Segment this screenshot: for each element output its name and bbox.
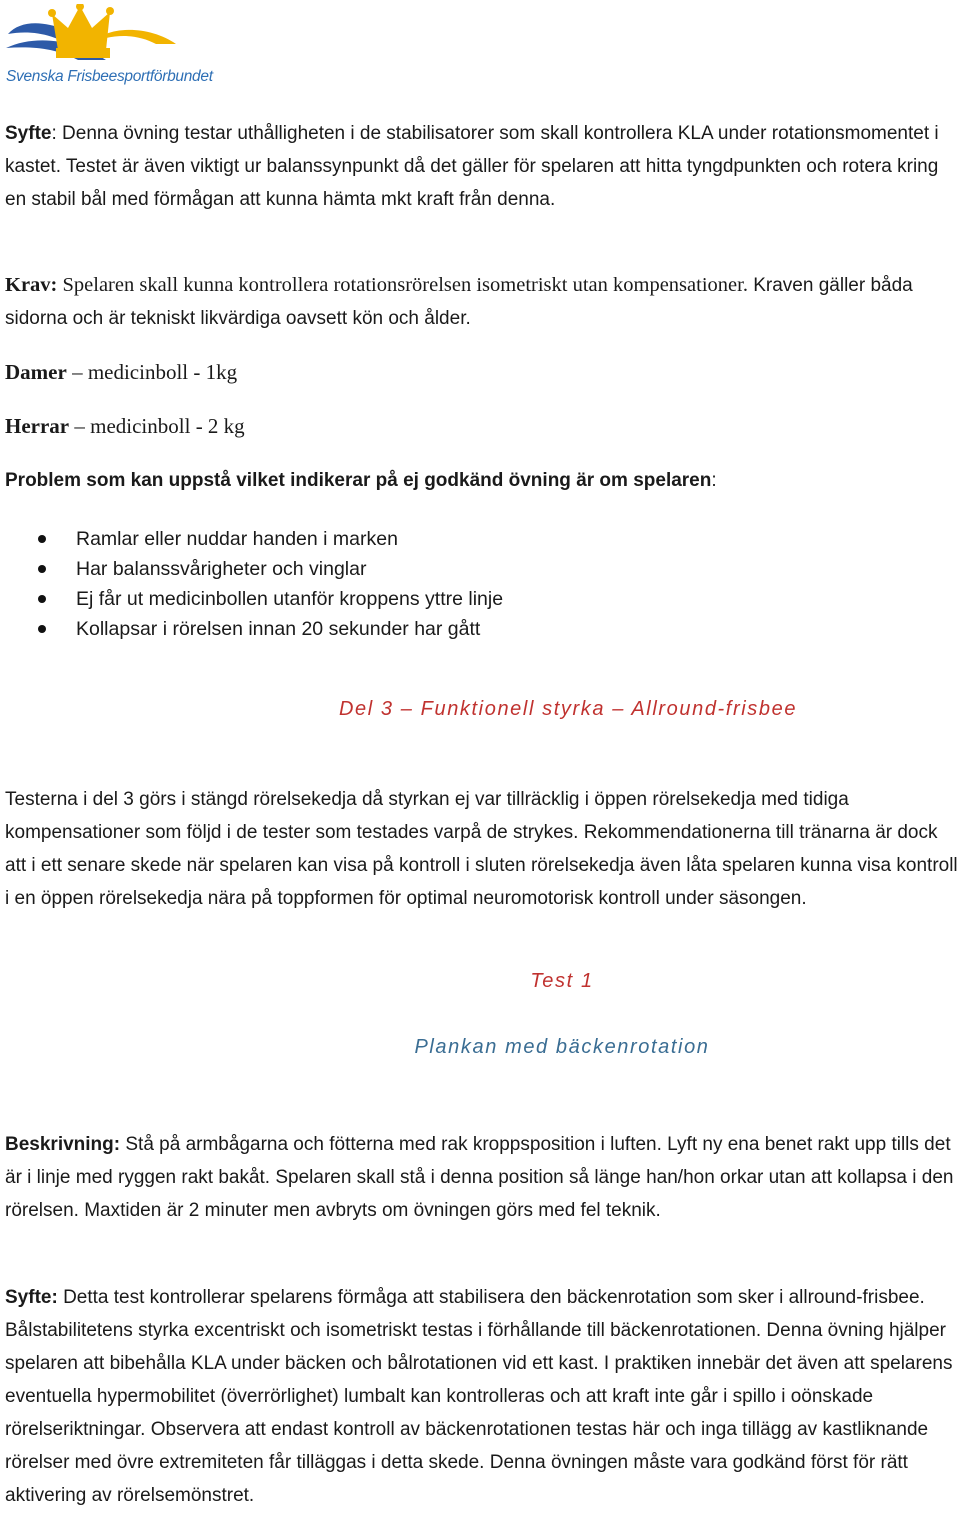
- damer-line: [5, 356, 237, 389]
- damer-label: Damer: [5, 360, 67, 384]
- beskrivning-paragraph: [5, 1128, 960, 1227]
- list-item: Kollapsar i rörelsen innan 20 sekunder har gått: [0, 614, 960, 644]
- section-heading: Del 3 – Funktionell styrka – Allround-frisbee: [338, 698, 798, 720]
- bullet-icon: [38, 535, 46, 543]
- federation-logo: [6, 4, 220, 90]
- test-number: Test 1: [530, 970, 594, 992]
- crown-logo-icon: [6, 4, 220, 74]
- list-item: Har balanssvårigheter och vinglar: [0, 554, 960, 584]
- krav-serif-text: Spelaren skall kunna kontrollera rotationsrörelsen isometriskt utan kompensationer.: [57, 274, 748, 296]
- syfte-label: Syfte: [5, 123, 52, 144]
- syfte2-paragraph: [5, 1281, 960, 1512]
- bullet-icon: [38, 595, 46, 603]
- problem-list: [0, 524, 960, 644]
- beskrivning-label: Beskrivning:: [5, 1134, 121, 1155]
- herrar-label: Herrar: [5, 414, 70, 438]
- krav-paragraph: [5, 269, 960, 335]
- bullet-icon: [38, 625, 46, 633]
- problem-label: Problem som kan uppstå vilket indikerar på ej godkänd övning är om spelaren: [5, 470, 712, 491]
- herrar-line: [5, 410, 245, 443]
- intro-paragraph: Testerna i del 3 görs i stängd rörelsekedja då styrkan ej var tillräcklig i öppen rörelsekedja med tidiga kompensationer som följd i de tester som testades varpå de strykes. Rekommendationerna till tränarna är dock att i ett senare skede när spelaren kan visa på kontroll i sluten rörelsekedja även låta spelaren kunna visa kontroll i en öppen rörelsekedja nära på toppformen för optimal neuromotorisk kontroll under säsongen.: [5, 789, 958, 909]
- damer-text: – medicinboll - 1kg: [66, 360, 238, 384]
- syfte2-text: Detta test kontrollerar spelarens förmåga att stabilisera den bäckenrotation som sker i allround-frisbee. Bålstabilitetens styrka excentriskt och isometriskt testas i förhållande till bäckenrotationen. Denna övning hjälper spelaren att bibehålla KLA under bäcken och bålrotationen vid ett kast. I praktiken innebär det även att spelarens eventuella hypermobilitet (överrörlighet) lumbalt kan kontrolleras och att kraft inte går i spillo i oönskade rörelseriktningar. Observera att endast kontroll av bäckenrotationen testas här och inga tillägg av kastliknande rörelser med övre extremiteten får tilläggas i detta skede. Denna övningen måste vara godkänd först för rätt aktivering av rörelsemönstret.: [5, 1287, 953, 1506]
- syfte-paragraph: [5, 117, 960, 216]
- problem-heading: [5, 464, 960, 497]
- test-name: Plankan med bäckenrotation: [414, 1036, 710, 1058]
- syfte-text: : Denna övning testar uthålligheten i de stabilisatorer som skall kontrollera KLA under rotationsmomentet i kastet. Testet är även viktigt ur balanssynpunkt då det gäller för spelaren att hitta tyngdpunkten och rotera kring en stabil bål med förmågan att kunna hämta mkt kraft från denna.: [5, 123, 939, 210]
- syfte2-label: Syfte:: [5, 1287, 58, 1308]
- list-item: Ramlar eller nuddar handen i marken: [0, 524, 960, 554]
- bullet-icon: [38, 565, 46, 573]
- beskrivning-text: Stå på armbågarna och fötterna med rak kroppsposition i luften. Lyft ny ena benet rakt upp tills det är i linje med ryggen rakt bakåt. Spelaren skall stå i denna position så länge han/hon orkar utan att kollapsa i den rörelsen. Maxtiden är 2 minuter men avbryts om övningen görs med fel teknik.: [5, 1134, 954, 1221]
- herrar-text: – medicinboll - 2 kg: [69, 414, 245, 438]
- problem-suffix: :: [711, 470, 717, 491]
- list-item: Ej får ut medicinbollen utanför kroppens yttre linje: [0, 584, 960, 614]
- krav-text: Kraven gäller båda sidorna och är tekniskt likvärdiga oavsett kön och ålder.: [5, 275, 913, 329]
- krav-label: Krav:: [5, 274, 58, 296]
- logo-text: Svenska Frisbeesportförbundet: [6, 68, 213, 85]
